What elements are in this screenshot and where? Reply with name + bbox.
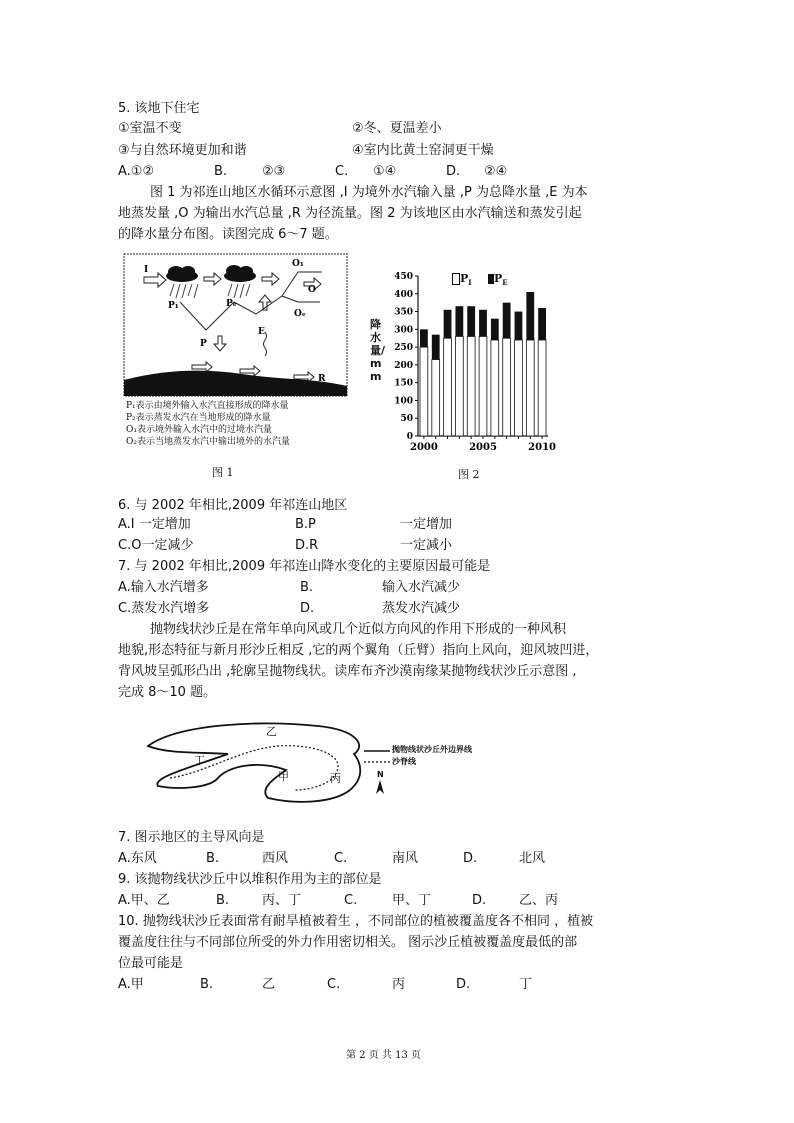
fig1-legend-4: O₂表示当地蒸发水汽中输出境外的水汽量 [126, 437, 290, 447]
q6-choice-b-value: 一定增加 [400, 517, 453, 532]
figure-2-chart [370, 258, 560, 484]
fig1-legend-1: P₁表示由境外输入水汽直接形成的降水量 [126, 401, 289, 411]
dune-diagram [118, 706, 498, 812]
q8-choice-b-value: 西风 [262, 851, 289, 866]
x-tick-label: 2000 [409, 442, 438, 453]
intro1-line3: 的降水量分布图。读图完成 6～7 题。 [118, 227, 338, 242]
y-tick-label: 150 [394, 378, 413, 389]
q5-choice-a: A.①② [118, 164, 155, 179]
q9-choice-d: D. [472, 893, 487, 908]
q6-choice-d: D.R [295, 538, 319, 553]
x-tick-label: 2010 [528, 442, 557, 453]
q6-choice-c: C.O一定减少 [118, 538, 194, 553]
y-tick-label: 200 [394, 360, 413, 371]
label-ding: 丁 [194, 754, 205, 767]
bar-pi [420, 347, 428, 436]
label-E: E [258, 327, 265, 337]
bar-pe [444, 310, 452, 338]
precipitation-bar-chart [370, 258, 560, 458]
q9-choice-d-value: 乙、丙 [519, 893, 559, 908]
legend-pi-swatch [452, 273, 460, 285]
fig1-legend-2: P₂表示蒸发水汽在当地形成的降水量 [126, 413, 271, 423]
bar-pi [455, 336, 463, 436]
q5-option-2: ②冬、夏温差小 [352, 121, 442, 136]
q8-choice-a: A.东风 [118, 851, 157, 866]
legend-pe-text: P [494, 272, 503, 285]
q5-option-1: ①室温不变 [118, 121, 182, 136]
q10-choice-d: D. [456, 977, 471, 992]
q6-stem: 6. 与 2002 年相比,2009 年祁连山地区 [118, 498, 348, 513]
x-tick-label: 2005 [469, 442, 497, 453]
legend-pi-sub: I [468, 278, 472, 288]
bar-pe [479, 310, 487, 337]
legend-pe [488, 272, 508, 287]
q10-choice-b: B. [200, 977, 214, 992]
label-jia: 甲 [278, 770, 289, 783]
bar-pi [479, 336, 487, 436]
fig1-legend-3: O₁表示境外输入水汽中的过境水汽量 [126, 425, 272, 435]
q10-choice-a: A.甲 [118, 977, 144, 992]
bar-pe [526, 292, 534, 340]
q6-choice-a: A.I 一定增加 [118, 517, 191, 532]
q8-choice-d: D. [463, 851, 478, 866]
label-I: I [144, 265, 149, 275]
bar-pe [455, 306, 463, 336]
chart-y-label: 降水量/mm [370, 318, 386, 383]
q6-choice-d-value: 一定减小 [400, 538, 453, 553]
intro2-line1: 抛物线状沙丘是在常年单向风或几个近似方向风的作用下形成的一种风积 [150, 622, 567, 637]
fig1-caption: 图 1 [212, 466, 234, 479]
q10-choice-c-value: 丙 [392, 977, 406, 992]
y-tick-label: 450 [394, 272, 413, 282]
q10-choice-b-value: 乙 [262, 977, 276, 992]
q9-choice-c-value: 甲、丁 [392, 893, 432, 908]
label-P1: P₁ [168, 301, 179, 311]
y-tick-label: 300 [394, 325, 413, 336]
intro2-line4: 完成 8～10 题。 [118, 685, 217, 700]
fig3-legend-boundary: 抛物线状沙丘外边界线 [392, 745, 472, 754]
q10-line3: 位最可能是 [118, 956, 184, 971]
bar-pe [467, 306, 475, 336]
label-P: P [200, 339, 207, 349]
north-arrow-icon [376, 780, 384, 794]
bar-pe [491, 319, 499, 340]
q8-choice-c-value: 南风 [392, 851, 419, 866]
q9-choice-b: B. [216, 893, 230, 908]
q7-stem: 7. 与 2002 年相比,2009 年祁连山降水变化的主要原因最可能是 [118, 559, 491, 574]
q5-option-4: ④室内比黄土窑洞更干燥 [352, 143, 494, 158]
label-OE: Oₑ [294, 309, 306, 319]
q9-stem: 9. 该抛物线状沙丘中以堆积作用为主的部位是 [118, 872, 382, 887]
q9-choice-a: A.甲、乙 [118, 893, 170, 908]
q10-line2: 覆盖度往往与不同部位所受的外力作用密切相关。 图示沙丘植被覆盖度最低的部 [118, 935, 578, 950]
q9-choice-b-value: 丙、丁 [262, 893, 302, 908]
q8-stem: 7. 图示地区的主导风向是 [118, 830, 265, 845]
intro1-line2: 地蒸发量 ,O 为输出水汽总量 ,R 为径流量。图 2 为该地区由水汽输送和蒸发引起 [118, 206, 582, 221]
intro1-line1: 图 1 为祁连山地区水循环示意图 ,I 为境外水汽输入量 ,P 为总降水量 ,E 为本 [150, 185, 588, 200]
q7-choice-a: A.输入水汽增多 [118, 580, 209, 595]
y-tick-label: 350 [394, 307, 413, 318]
figure-1-water-cycle [122, 252, 350, 482]
q8-choice-c: C. [334, 851, 348, 866]
q5-choice-d-value: ②④ [484, 164, 508, 179]
bar-pe [538, 308, 546, 340]
label-bing: 丙 [330, 772, 341, 785]
y-tick-label: 100 [394, 396, 413, 407]
page-footer: 第 2 页 共 13 页 [346, 1050, 421, 1061]
label-O: O [308, 285, 316, 295]
bar-pi [503, 338, 511, 436]
label-O1: O₁ [292, 259, 304, 269]
dune-outer-boundary [148, 723, 360, 801]
y-tick-label: 0 [406, 432, 413, 442]
intro2-line2: 地貌,形态特征与新月形沙丘相反 ,它的两个翼角（丘臂）指向上风向，迎风坡凹进， [118, 643, 599, 658]
q10-line1: 10. 抛物线状沙丘表面常有耐旱植被着生 ，不同部位的植被覆盖度各不相同 ，植被 [118, 914, 594, 929]
q5-stem: 5. 该地下住宅 [118, 101, 200, 116]
bar-pi [467, 336, 475, 436]
y-tick-label: 50 [400, 414, 413, 425]
q9-choice-c: C. [344, 893, 358, 908]
fig3-legend-ridge: 沙脊线 [392, 757, 416, 766]
q7-choice-d-value: 蒸发水汽减少 [382, 601, 461, 616]
y-tick-label: 250 [394, 343, 413, 354]
q7-choice-d: D. [300, 601, 315, 616]
q5-choice-b-value: ②③ [262, 164, 286, 179]
legend-pi [452, 272, 472, 287]
q5-option-3: ③与自然环境更加和谐 [118, 143, 247, 158]
bar-pe [420, 329, 428, 347]
bar-pi [526, 340, 534, 436]
q7-choice-b: B. [300, 580, 314, 595]
q5-choice-c: C. [335, 164, 349, 179]
label-R: R [318, 374, 326, 384]
intro2-line3: 背风坡呈弧形凸出 ,轮廓呈抛物线状。读库布齐沙漠南缘某抛物线状沙丘示意图 , [118, 664, 577, 679]
bar-pe [515, 312, 523, 340]
fig2-caption: 图 2 [458, 468, 480, 481]
bar-pi [538, 340, 546, 436]
q6-choice-b: B.P [295, 517, 316, 532]
bar-pe [432, 335, 440, 360]
figure-3-parabolic-dune [118, 706, 498, 812]
y-tick-label: 400 [394, 289, 413, 300]
q10-choice-d-value: 丁 [519, 977, 533, 992]
label-PE: Pₑ [226, 299, 237, 309]
q10-choice-c: C. [327, 977, 341, 992]
bar-pi [491, 340, 499, 436]
q7-choice-b-value: 输入水汽减少 [382, 580, 461, 595]
q8-choice-b: B. [206, 851, 220, 866]
bar-pi [444, 338, 452, 436]
q5-choice-b: B. [214, 164, 228, 179]
q5-choice-c-value: ①④ [373, 164, 397, 179]
bar-pi [432, 360, 440, 436]
north-label: N [377, 770, 384, 779]
q7-choice-c: C.蒸发水汽增多 [118, 601, 210, 616]
bar-pi [515, 340, 523, 436]
label-yi: 乙 [266, 725, 277, 738]
legend-pi-text: P [460, 272, 469, 285]
legend-pe-sub: E [502, 278, 508, 288]
q8-choice-d-value: 北风 [519, 851, 546, 866]
q5-choice-d: D. [446, 164, 461, 179]
bar-pe [503, 303, 511, 339]
